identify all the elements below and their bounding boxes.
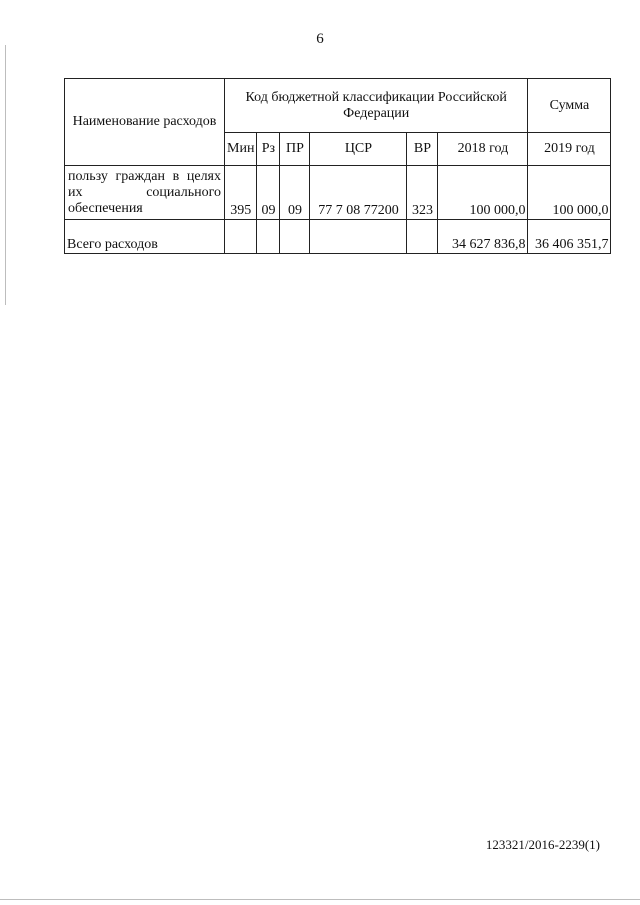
row-name: пользу граждан в целях их социального обеспечения xyxy=(65,166,225,220)
header-row-top xyxy=(65,79,611,133)
header-pr: ПР xyxy=(280,133,310,166)
header-year-2018: 2018 год xyxy=(438,133,528,166)
page-number: 6 xyxy=(316,31,324,47)
total-sum-2018: 34 627 836,8 xyxy=(438,220,528,254)
header-csr: ЦСР xyxy=(310,133,407,166)
total-empty-vr xyxy=(407,220,438,254)
row-pr: 09 xyxy=(280,166,310,220)
budget-table xyxy=(64,78,611,254)
document-code: 123321/2016-2239(1) xyxy=(485,837,600,852)
table-row xyxy=(65,166,611,220)
row-sum-2019: 100 000,0 xyxy=(528,166,611,220)
row-vr: 323 xyxy=(407,166,438,220)
row-rz: 09 xyxy=(257,166,280,220)
row-min: 395 xyxy=(225,166,257,220)
total-empty-csr xyxy=(310,220,407,254)
row-sum-2018: 100 000,0 xyxy=(438,166,528,220)
header-year-2019: 2019 год xyxy=(528,133,611,166)
total-empty-rz xyxy=(257,220,280,254)
header-min: Мин xyxy=(225,133,257,166)
header-rz: Рз xyxy=(257,133,280,166)
total-label: Всего расходов xyxy=(65,220,225,254)
header-code: Код бюджетной классификации Российской Федерации xyxy=(225,79,528,133)
total-row xyxy=(65,220,611,254)
header-sum: Сумма xyxy=(528,79,611,133)
header-name: Наименование расходов xyxy=(65,79,225,166)
row-csr: 77 7 08 77200 xyxy=(310,166,407,220)
header-vr: ВР xyxy=(407,133,438,166)
scan-edge-left xyxy=(5,45,6,305)
total-empty-pr xyxy=(280,220,310,254)
total-empty-min xyxy=(225,220,257,254)
total-sum-2019: 36 406 351,7 xyxy=(528,220,611,254)
scan-edge-bottom xyxy=(0,899,640,900)
